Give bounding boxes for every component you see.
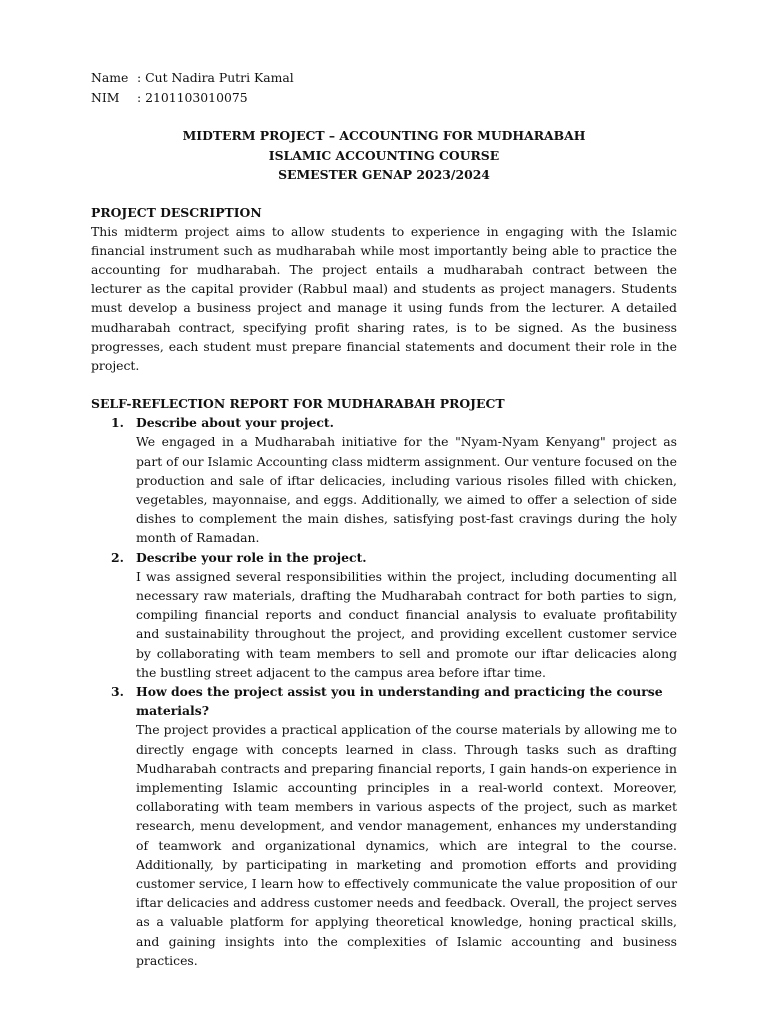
answer-text: The project provides a practical application of the course materials by allowing me to directly engage with concepts learned in class. Through tasks such as drafting Mudharabah contracts and preparing financial reports, I gain hands-on experience in implementing Islamic accounting principles in a real-world context. Moreover, collaborating with team members in various aspects of the project, such as market research, menu development, and vendor management, enhances my understanding of teamwork and organizational dynamics, which are integral to the course. Additionally, by participating in marketing and promotion efforts and providing customer service, I learn how to effectively communicate the value proposition of our iftar delicacies and address customer needs and feedback. Overall, the project serves as a valuable platform for applying theoretical knowledge, honing practical skills, and gaining insights into the complexities of Islamic accounting and business practices. [136, 722, 677, 968]
question-number: 1. [111, 415, 124, 431]
question-text: Describe about your project. [136, 415, 334, 431]
question-text: How does the project assist you in understanding and practicing the course materials? [136, 683, 663, 719]
project-description-text: This midterm project aims to allow students to experience in engaging with the Islamic financial instrument such as mudharabah while most importantly being able to practice the accounting for mudharabah. The project entails a mudharabah contract between the lecturer as the capital provider (Rabbul maal) and students as project managers. Students must develop a business project and manage it using funds from the lecturer. A detailed mudharabah contract, specifying profit sharing rates, is to be signed. As the business progresses, each student must prepare financial statements and document their role in the project. [91, 223, 677, 373]
nim-value: : 2101103010075 [137, 89, 248, 105]
list-item [91, 413, 677, 547]
list-item [91, 548, 677, 682]
name-value: : Cut Nadira Putri Kamal [137, 70, 294, 85]
question-text: Describe your role in the project. [136, 549, 367, 565]
name-label: Name [91, 70, 129, 85]
title-line-3: SEMESTER GENAP 2023/2024 [278, 167, 490, 182]
nim-row [91, 88, 677, 108]
project-description-heading: PROJECT DESCRIPTION [91, 204, 262, 220]
list-item [91, 682, 677, 970]
title-line-1: MIDTERM PROJECT – ACCOUNTING FOR MUDHARABAH [182, 128, 586, 143]
title-line-2: ISLAMIC ACCOUNTING COURSE [268, 147, 500, 163]
name-row [91, 68, 677, 88]
question-number: 3. [111, 683, 124, 699]
reflection-heading: SELF-REFLECTION REPORT FOR MUDHARABAH PROJECT [91, 396, 505, 412]
document-title [91, 126, 677, 185]
answer-text: We engaged in a Mudharabah initiative for the "Nyam-Nyam Kenyang" project as part of our Islamic Accounting class midterm assignment. Our venture focused on the production and sale of iftar delicacies, including various risoles filled with chicken, vegetables, mayonnaise, and eggs. Additionally, we aimed to offer a selection of side dishes to complement the main dishes, satisfying post-fast cravings during the holy month of Ramadan. [136, 434, 677, 546]
question-number: 2. [111, 549, 124, 565]
student-info [91, 68, 677, 107]
answer-text: I was assigned several responsibilities within the project, including documenting all necessary raw materials, drafting the Mudharabah contract for both parties to sign, compiling financial reports and conduct financial analysis to evaluate profitability and sustainability throughout the project, and providing excellent customer service by collaborating with team members to sell and promote our iftar delicacies along the bustling street adjacent to the campus area before iftar time. [136, 568, 677, 680]
reflection-list [91, 413, 677, 970]
nim-label: NIM [91, 89, 120, 105]
